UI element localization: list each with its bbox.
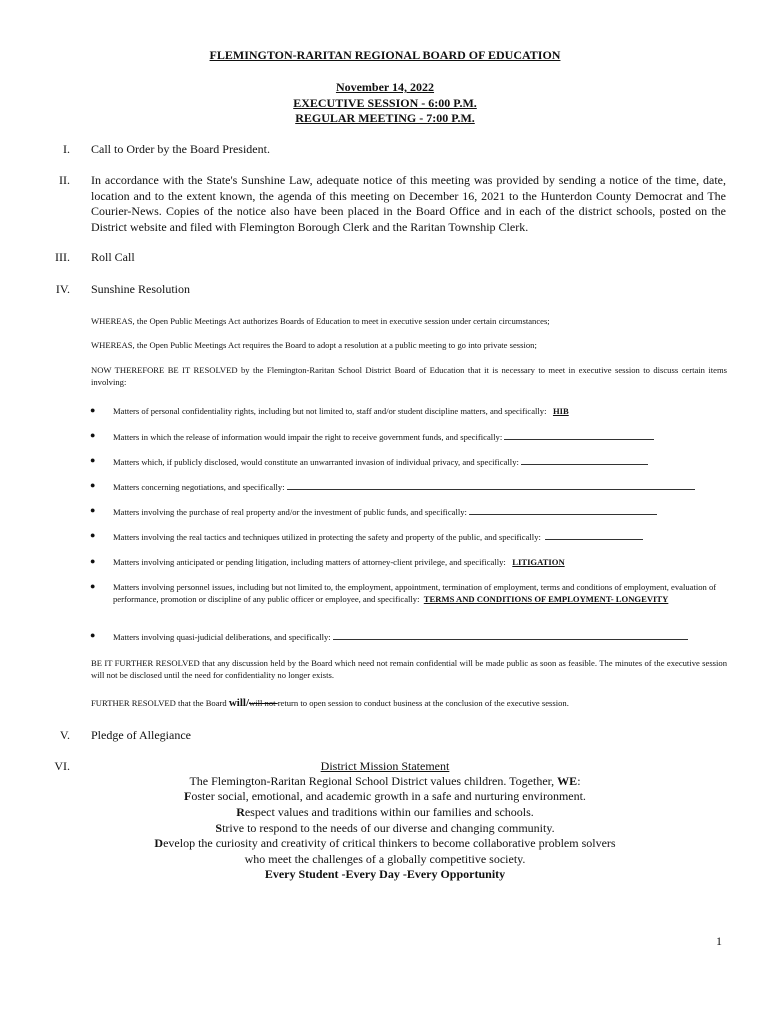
bullet-fill: LITIGATION xyxy=(512,557,565,567)
bullet-item-3 xyxy=(113,455,725,468)
bullet-fill: TERMS AND CONDITIONS OF EMPLOYMENT- LONGEVITY xyxy=(423,594,669,604)
mission-text: trive to respond to the needs of our diverse and changing community. xyxy=(222,821,555,835)
bullet-text: Matters concerning negotiations, and specifically: xyxy=(113,482,285,492)
mission-text: The Flemington-Raritan Regional School District values children. Together, xyxy=(189,774,558,788)
bullet-text: Matters involving the purchase of real property and/or the investment of public funds, and specifically: xyxy=(113,507,467,517)
bullet: ● xyxy=(90,455,96,465)
whereas-2: WHEREAS, the Open Public Meetings Act requires the Board to adopt a resolution at a public meeting to go into private session; xyxy=(91,340,537,350)
item-number: VI. xyxy=(54,759,70,773)
bullet-text: Matters in which the release of information would impair the right to receive government funds, and specifically: xyxy=(113,432,503,442)
bullet-item-9 xyxy=(113,630,725,643)
meeting-date: November 14, 2022 xyxy=(335,80,435,94)
call-to-order: Call to Order by the Board President. xyxy=(91,142,270,156)
sunshine-resolution-heading: Sunshine Resolution xyxy=(91,282,191,296)
mission-colon: : xyxy=(577,774,581,788)
blank-line xyxy=(469,505,657,515)
item-number: I. xyxy=(63,142,70,156)
item-number: IV. xyxy=(55,282,70,296)
mission-line-4 xyxy=(0,821,770,836)
bullet: ● xyxy=(90,405,96,415)
item-number: II. xyxy=(59,173,70,187)
bullet-fill: HIB xyxy=(552,406,569,416)
mission-initial: S xyxy=(215,821,223,835)
mission-text: espect values and traditions within our families and schools. xyxy=(244,805,534,819)
bullet: ● xyxy=(90,430,96,440)
bullet-item-2 xyxy=(113,430,725,443)
mission-we: WE xyxy=(557,774,578,788)
bullet-item-1 xyxy=(113,405,725,417)
bullet-text: Matters involving the real tactics and techniques utilized in protecting the safety and property of the public, and specifically: xyxy=(113,532,541,542)
blank-line xyxy=(521,455,648,465)
item-number: III. xyxy=(55,250,70,264)
regular-meeting-time: REGULAR MEETING - 7:00 P.M. xyxy=(295,111,475,125)
bullet: ● xyxy=(90,505,96,515)
page-number: 1 xyxy=(716,934,722,948)
mission-line-3 xyxy=(0,805,770,820)
whereas-1: WHEREAS, the Open Public Meetings Act authorizes Boards of Education to meet in executive session under certain circumstances; xyxy=(91,316,550,326)
mission-line-6: who meet the challenges of a globally competitive society. xyxy=(244,852,526,866)
blank-line xyxy=(504,430,654,440)
executive-session-time: EXECUTIVE SESSION - 6:00 P.M. xyxy=(293,96,477,110)
bullet-item-5 xyxy=(113,505,725,518)
mission-text: oster social, emotional, and academic growth in a safe and nurturing environment. xyxy=(191,789,586,803)
bullet-item-6 xyxy=(113,530,725,543)
further-text-post: return to open session to conduct business at the conclusion of the executive session. xyxy=(277,698,569,708)
mission-line-2 xyxy=(0,789,770,804)
blank-line xyxy=(333,630,688,640)
bullet-item-8 xyxy=(113,581,725,605)
mission-title: District Mission Statement xyxy=(320,759,450,773)
bullet-item-4 xyxy=(113,480,725,493)
further-resolved-2 xyxy=(91,697,727,709)
roll-call: Roll Call xyxy=(91,250,135,264)
bullet-text: Matters of personal confidentiality rights, including but not limited to, staff and/or student discipline matters, and specifically: xyxy=(113,406,547,416)
sunshine-law-notice: In accordance with the State's Sunshine Law, adequate notice of this meeting was provided by sending a notice of the time, date, location and to the extent known, the agenda of this meeting on December 16, 2021 to the Hunterdon County Democrat and The Courier-News. Copies of the notice also have been placed in the Board Office and in each of the district schools, posted on the District website and filed with Flemington Borough Clerk and the Raritan Township Clerk. xyxy=(91,173,726,234)
bullet-text: Matters which, if publicly disclosed, would constitute an unwarranted invasion of individual privacy, and specifically: xyxy=(113,457,519,467)
bullet-text: Matters involving anticipated or pending litigation, including matters of attorney-client privilege, and specifically: xyxy=(113,557,506,567)
mission-line-1 xyxy=(0,774,770,789)
bullet: ● xyxy=(90,556,96,566)
blank-line xyxy=(287,480,695,490)
bullet-text: Matters involving personnel issues, including but not limited to, the employment, appointment, termination of employment, terms and conditions of employment, evaluation of performance, promotion or discipline of any public officer or employee, and specifically: xyxy=(113,582,717,604)
further-will: will/ xyxy=(228,697,250,709)
org-title: FLEMINGTON-RARITAN REGIONAL BOARD OF EDUCATION xyxy=(209,48,561,62)
now-therefore: NOW THEREFORE BE IT RESOLVED by the Flemington-Raritan School District Board of Education that it is necessary to meet in executive session to discuss certain items involving: xyxy=(91,365,727,387)
bullet: ● xyxy=(90,530,96,540)
bullet: ● xyxy=(90,480,96,490)
further-resolved-1: BE IT FURTHER RESOLVED that any discussion held by the Board which need not remain confidential will be made public as soon as feasible. The minutes of the executive session will not be disclosed until the need for confidentiality no longer exists. xyxy=(91,658,727,680)
mission-text: evelop the curiosity and creativity of critical thinkers to become collaborative problem solvers xyxy=(163,836,616,850)
mission-line-5 xyxy=(0,836,770,851)
bullet: ● xyxy=(90,630,96,640)
further-strike: will not xyxy=(249,698,278,708)
bullet-item-7 xyxy=(113,556,725,568)
mission-motto: Every Student -Every Day -Every Opportunity xyxy=(264,867,506,881)
further-text-pre: FURTHER RESOLVED that the Board xyxy=(91,698,229,708)
mission-initial: D xyxy=(154,836,164,850)
mission-initial: R xyxy=(236,805,245,819)
item-number: V. xyxy=(59,728,70,742)
bullet: ● xyxy=(90,581,96,591)
mission-initial: F xyxy=(184,789,192,803)
bullet-text: Matters involving quasi-judicial deliberations, and specifically: xyxy=(113,632,331,642)
blank-line xyxy=(545,530,643,540)
pledge-of-allegiance: Pledge of Allegiance xyxy=(91,728,191,742)
